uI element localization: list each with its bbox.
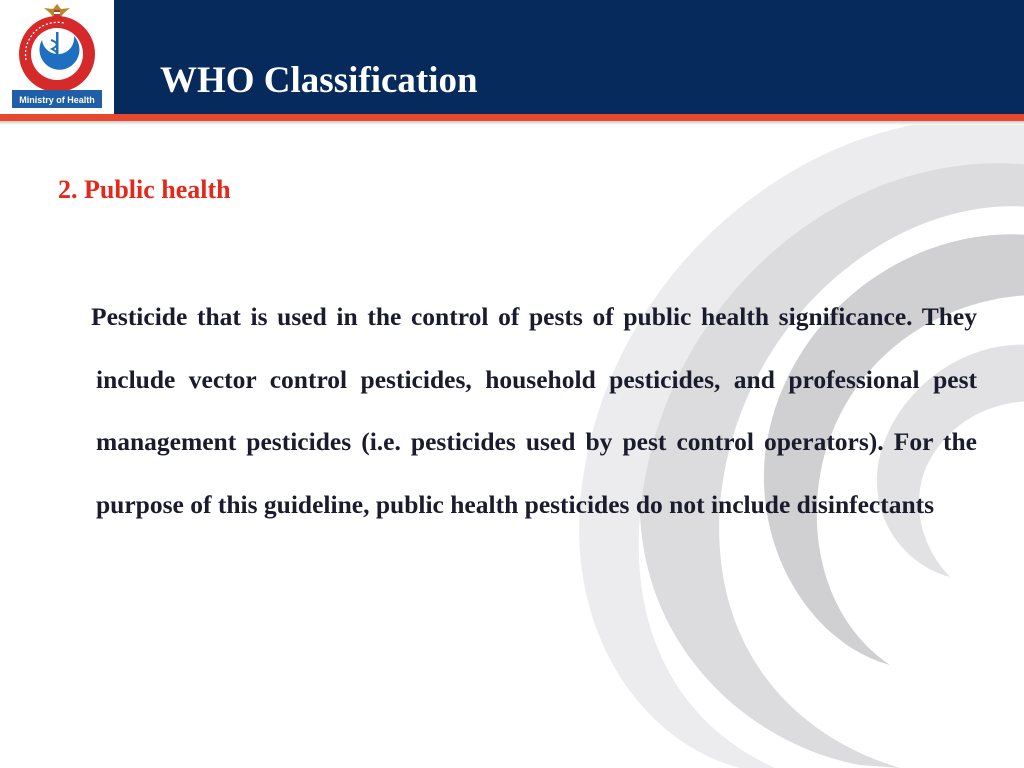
- eagle-icon: [44, 4, 70, 18]
- header-accent-stripe: [0, 114, 1024, 121]
- section-heading: 2. Public health: [58, 175, 231, 204]
- ministry-of-health-logo: [0, 0, 114, 114]
- slide-header: [0, 0, 1024, 114]
- logo-banner-text: Ministry of Health: [19, 95, 95, 105]
- slide-title: WHO Classification: [160, 60, 478, 101]
- logo-emblem-icon: [4, 2, 110, 112]
- body-paragraph: Pesticide that is used in the control of pests of public health significance. They include vector control pesticides, household pesticides, and professional pest management pesticides (i.e. pesticides used by pest control operators). For the purpose of this guideline, public health pesticides do not include disinfectants: [91, 302, 977, 519]
